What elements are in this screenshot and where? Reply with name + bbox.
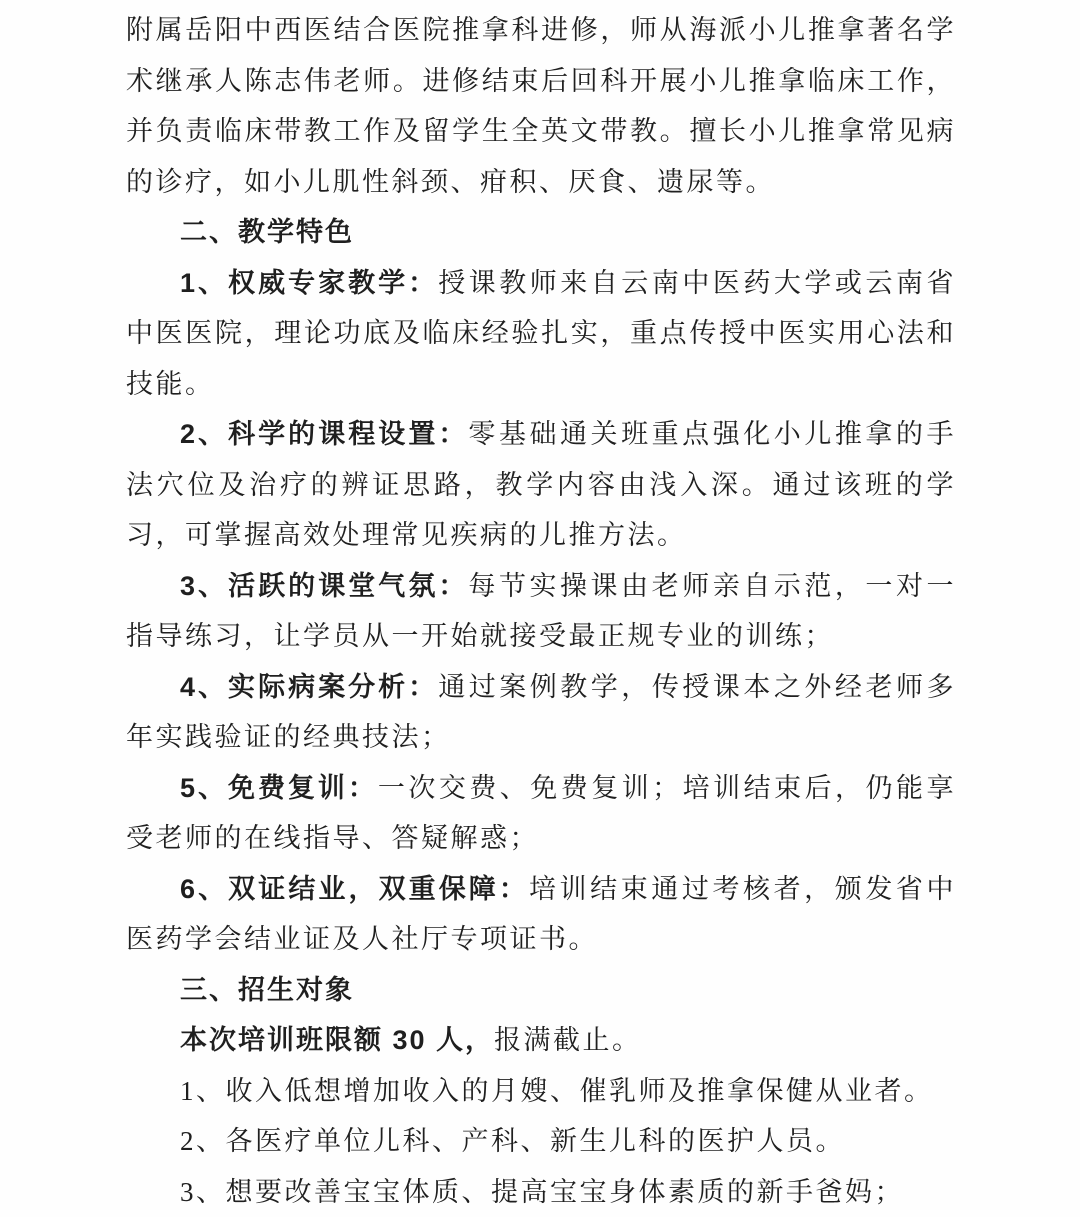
para-target-3-new-parents-segment-0: 3、想要改善宝宝体质、提高宝宝身体素质的新手爸妈； bbox=[180, 1176, 904, 1207]
heading-section-3-enrollment-targets-segment-0: 三、招生对象 bbox=[180, 974, 354, 1005]
para-target-1-income bbox=[126, 1066, 956, 1117]
para-feature-1-authoritative-experts bbox=[126, 258, 956, 410]
para-feature-4-case-analysis bbox=[126, 662, 956, 763]
para-feature-5-free-retraining-segment-0: 5、免费复训： bbox=[180, 772, 378, 803]
para-feature-3-active-classroom-segment-1: 每节实操课由老师亲自示范，一对一指导练习，让学员从一开始就接受最正规专业的训练； bbox=[126, 570, 956, 651]
para-feature-2-scientific-curriculum-segment-1: 零基础通关班重点强化小儿推拿的手法穴位及治疗的辨证思路，教学内容由浅入深。通过该班的学习，可掌握高效处理常见疾病的儿推方法。 bbox=[126, 419, 956, 550]
para-enrollment-quota-segment-1: 报满截止。 bbox=[494, 1025, 642, 1055]
heading-section-3-enrollment-targets bbox=[126, 965, 956, 1016]
para-feature-3-active-classroom bbox=[126, 561, 956, 662]
para-feature-6-double-certificates-segment-0: 6、双证结业，双重保障： bbox=[180, 873, 529, 904]
para-enrollment-quota-segment-0: 本次培训班限额 30 人， bbox=[180, 1025, 495, 1055]
para-feature-1-authoritative-experts-segment-1: 授课教师来自云南中医药大学或云南省中医医院，理论功底及临床经验扎实，重点传授中医实用心法和技能。 bbox=[126, 267, 956, 399]
para-feature-6-double-certificates-segment-1: 培训结束通过考核者，颁发省中医药学会结业证及人社厅专项证书。 bbox=[126, 873, 957, 954]
para-feature-5-free-retraining bbox=[126, 763, 956, 864]
para-feature-4-case-analysis-segment-1: 通过案例教学，传授课本之外经老师多年实践验证的经典技法； bbox=[126, 671, 956, 752]
heading-section-2-teaching-features-segment-0: 二、教学特色 bbox=[180, 217, 354, 247]
para-feature-2-scientific-curriculum-segment-0: 2、科学的课程设置： bbox=[180, 419, 469, 449]
para-feature-4-case-analysis-segment-0: 4、实际病案分析： bbox=[180, 671, 439, 702]
para-target-2-medical-staff bbox=[126, 1116, 956, 1167]
para-feature-2-scientific-curriculum bbox=[126, 409, 956, 561]
para-target-1-income-segment-0: 1、收入低想增加收入的月嫂、催乳师及推拿保健从业者。 bbox=[180, 1075, 934, 1106]
para-feature-3-active-classroom-segment-0: 3、活跃的课堂气氛： bbox=[180, 570, 469, 601]
para-enrollment-quota bbox=[126, 1015, 956, 1066]
para-doctor-intro-continuation bbox=[126, 5, 956, 207]
para-feature-6-double-certificates bbox=[126, 864, 956, 965]
para-feature-5-free-retraining-segment-1: 一次交费、免费复训；培训结束后，仍能享受老师的在线指导、答疑解惑； bbox=[126, 772, 956, 853]
para-target-2-medical-staff-segment-0: 2、各医疗单位儿科、产科、新生儿科的医护人员。 bbox=[180, 1126, 845, 1156]
para-doctor-intro-continuation-segment-0: 附属岳阳中西医结合医院推拿科进修，师从海派小儿推拿著名学术继承人陈志伟老师。进修结束后回科开展小儿推拿临床工作，并负责临床带教工作及留学生全英文带教。擅长小儿推拿常见病的诊疗，如小儿肌性斜颈、疳积、厌食、遗尿等。 bbox=[126, 15, 956, 197]
heading-section-2-teaching-features bbox=[126, 207, 956, 258]
para-target-3-new-parents bbox=[126, 1167, 956, 1217]
para-feature-1-authoritative-experts-segment-0: 1、权威专家教学： bbox=[180, 267, 439, 298]
